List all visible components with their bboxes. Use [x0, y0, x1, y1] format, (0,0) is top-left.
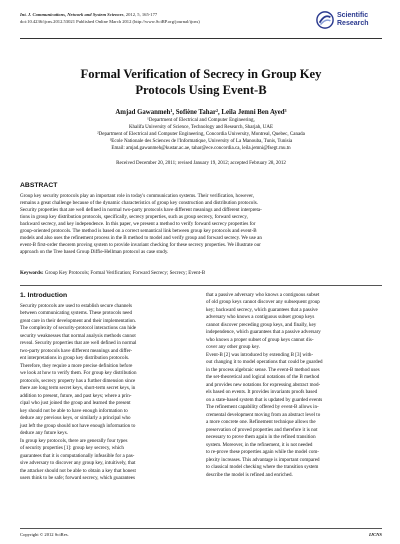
- introduction-heading: 1. Introduction: [20, 292, 68, 299]
- journal-name: Int. J. Communications, Network and System Sciences: [20, 12, 124, 17]
- body-line: between communicating systems. These protocols need: [20, 310, 133, 317]
- journal-citation: [20, 12, 157, 18]
- abstract-line: models and also uses the refinement process in the B method to model and verify group and forward secrecy. We use an: [20, 235, 262, 241]
- journal-header: [20, 8, 382, 34]
- paper-title: [20, 66, 382, 98]
- publisher-logo: [316, 9, 382, 31]
- body-line: out changing it to model operations that could be guarded: [206, 359, 323, 366]
- body-line: Therefore, they require a more precise definition before: [20, 362, 133, 369]
- body-line: cipal who just joined the group and learned the present: [20, 400, 131, 407]
- body-line: two-party protocols have different meanings and differ-: [20, 347, 133, 354]
- body-line: a more concrete one. Refinement technique allows the: [206, 419, 316, 426]
- logo-line-1: Scientific: [337, 12, 369, 19]
- body-line: great care in their development and their implementation.: [20, 317, 137, 324]
- body-line: that a passive adversary who knows a contiguous subset: [206, 292, 320, 298]
- abstract-line: group-oriented protocols. The method is based on a correct semantical link between group key protocols and event-B: [20, 228, 257, 234]
- abstract-line: Security properties that are well defined in normal two-party protocols have different meanings and different interpreta-: [20, 207, 262, 213]
- body-line: on a state-based system that is updated by guarded events: [206, 396, 323, 403]
- body-line: system. Moreover, in the refinement, it is not needed: [206, 441, 313, 448]
- logo-line-2: Research: [337, 20, 369, 27]
- affiliation-line: ³Ecole Nationale des Sciences de l'Informatique, University of La Manouba, Tunis, Tunisia: [109, 138, 293, 144]
- body-line: preservation of proved properties and therefore it is not: [206, 426, 318, 433]
- body-line: there are long term secret keys, short-term secret keys, in: [20, 385, 136, 392]
- body-line: adversary who knows a contiguous subset group keys: [206, 314, 315, 321]
- author-emails: Email: amjad.gawanmeh@kustar.ac.ae, tahar@ece.concordia.ca, leila.jemni@fsegt.rnu.tn: [111, 145, 291, 151]
- body-line: The refinement capability offered by event-B allows in-: [206, 404, 319, 411]
- body-line: sive adversary to discover any group key, intuitively, that: [20, 460, 136, 467]
- affiliation-line: ²Department of Electrical and Computer Engineering, Concordia University, Montreal, Quebec, Canada: [97, 131, 305, 137]
- received-dates: Received December 20, 2011; revised January 19, 2012; accepted February 28, 2012: [116, 161, 286, 166]
- doi-line: doi:10.4236/ijcns.2012.53021 Published Online March 2012 (http://www.SciRP.org/journal/ijcns): [20, 19, 200, 24]
- copyright-notice: Copyright © 2012 SciRes.: [20, 532, 69, 537]
- body-line: Security protocols are used to establish secure channels: [20, 303, 132, 309]
- keywords-divider: [20, 285, 382, 286]
- abstract-line: tions in group key distribution protocols, specifically, secrecy properties, such as group secrecy, forward secrecy,: [20, 214, 248, 220]
- scientific-research-logo-icon: [316, 11, 334, 29]
- abstract-line: backward secrecy, and key independence. In this paper, we present a method to verify forward secrecy properties for: [20, 221, 256, 227]
- body-line: cover any other group key.: [206, 344, 260, 351]
- body-line: els based on events. It provides invariants proofs based: [206, 389, 318, 396]
- title-line-2: Protocols Using Event-B: [135, 83, 267, 97]
- body-line: reveal. Security properties that are well defined in normal: [20, 340, 137, 347]
- body-line: necessary to prove them again in the refined transition: [206, 434, 316, 441]
- abstract-line: event-B first-order theorem proving system to provide invariant checking for these secrecy properties. We illustrate our: [20, 242, 261, 248]
- body-line: key should not be able to have enough information to: [20, 407, 128, 414]
- body-line: describe the model is refined and enriched.: [206, 471, 293, 478]
- body-line: just left the group should not have enough information to: [20, 422, 136, 429]
- body-line: cannot discover preceding group keys, and finally, key: [206, 321, 317, 328]
- body-line: The complexity of security-protocol interactions can hide: [20, 325, 137, 332]
- body-line: protocols, secrecy property has a further dimension since: [20, 377, 136, 384]
- body-line: of security properties [1]: group key secrecy, which: [20, 445, 124, 452]
- body-line: the attacker should not be able to obtain a key that honest: [20, 467, 136, 474]
- body-line: independence, which guarantees that a passive adversary: [206, 329, 321, 336]
- abstract-body: [20, 193, 382, 256]
- body-line: deduce any future keys.: [20, 430, 68, 437]
- body-line: to classical model checking where the transition system: [206, 464, 319, 471]
- affiliation-line: Khalifa University of Science, Technology and Research, Sharjah, UAE: [128, 124, 274, 130]
- body-line: ent interpretations in group key distribution protocols.: [20, 355, 130, 362]
- body-line: guarantees that it is computationally infeasible for a pas-: [20, 452, 135, 459]
- body-line: security weaknesses that normal analysis methods cannot: [20, 332, 136, 339]
- abstract-heading: ABSTRACT: [20, 182, 58, 189]
- header-divider: [20, 38, 382, 39]
- left-column-text: [20, 303, 196, 483]
- author-list: Amjad Gawanmeh¹, Sofiène Tahar², Leila Jemni Ben Ayed³: [115, 109, 287, 116]
- abstract-line: Group key security protocols play an important role in today's communication systems. Their verification, however,: [20, 193, 254, 199]
- body-line: deduce any previous keys, or similarly a principal who: [20, 415, 131, 422]
- right-column-text: [206, 292, 382, 479]
- keywords-text: Group Key Protocols; Formal Verification; Forward Secrecy; Secrecy; Event-B: [43, 270, 206, 276]
- keywords: [20, 270, 382, 277]
- affiliation-line: ¹Department of Electrical and Computer Engineering,: [147, 118, 255, 123]
- affiliations: [20, 118, 382, 153]
- abstract-line: approach on the Tree based Group Diffie-Hellman protocol as case study.: [20, 249, 169, 255]
- body-line: addition to present, future, and past keys; where a prin-: [20, 392, 132, 399]
- publisher-logo-text: [337, 12, 369, 28]
- body-line: cremental development moving from an abstract level to: [206, 411, 321, 418]
- body-line: Event-B [2] was introduced by extending B [3] with-: [206, 351, 314, 358]
- keywords-label: Keywords:: [20, 270, 44, 276]
- title-line-1: Formal Verification of Secrecy in Group Key: [80, 67, 322, 81]
- body-line: of old group keys cannot discover any subsequent group: [206, 299, 320, 306]
- body-line: the set-theoretical and logical notations of the B method: [206, 374, 320, 381]
- body-line: to re-prove these properties again while the model com-: [206, 449, 319, 456]
- body-line: we look at how to verify them. For group key distribution: [20, 370, 137, 377]
- footer-divider: [20, 528, 382, 529]
- journal-volume-pages: , 2012, 5, 165-177: [123, 12, 158, 17]
- body-line: users think to be safe; forward secrecy, which guarantees: [20, 475, 136, 482]
- body-line: and provides new notations for expressing abstract mod-: [206, 381, 321, 388]
- abstract-line: remains a great challenge because of the dynamic characteristics of group key construction and distribution protocols.: [20, 200, 258, 206]
- body-line: who knows a proper subset of group keys cannot dis-: [206, 336, 314, 343]
- body-line: in the process algebraic sense. The event-B method uses: [206, 366, 320, 373]
- journal-abbreviation: IJCNS: [368, 532, 382, 537]
- body-line: In group key protocols, there are generally four types: [20, 437, 128, 444]
- body-line: plexity increases. This advantage is important compared: [206, 456, 320, 463]
- body-line: key; backward secrecy, which guarantees that a passive: [206, 306, 318, 313]
